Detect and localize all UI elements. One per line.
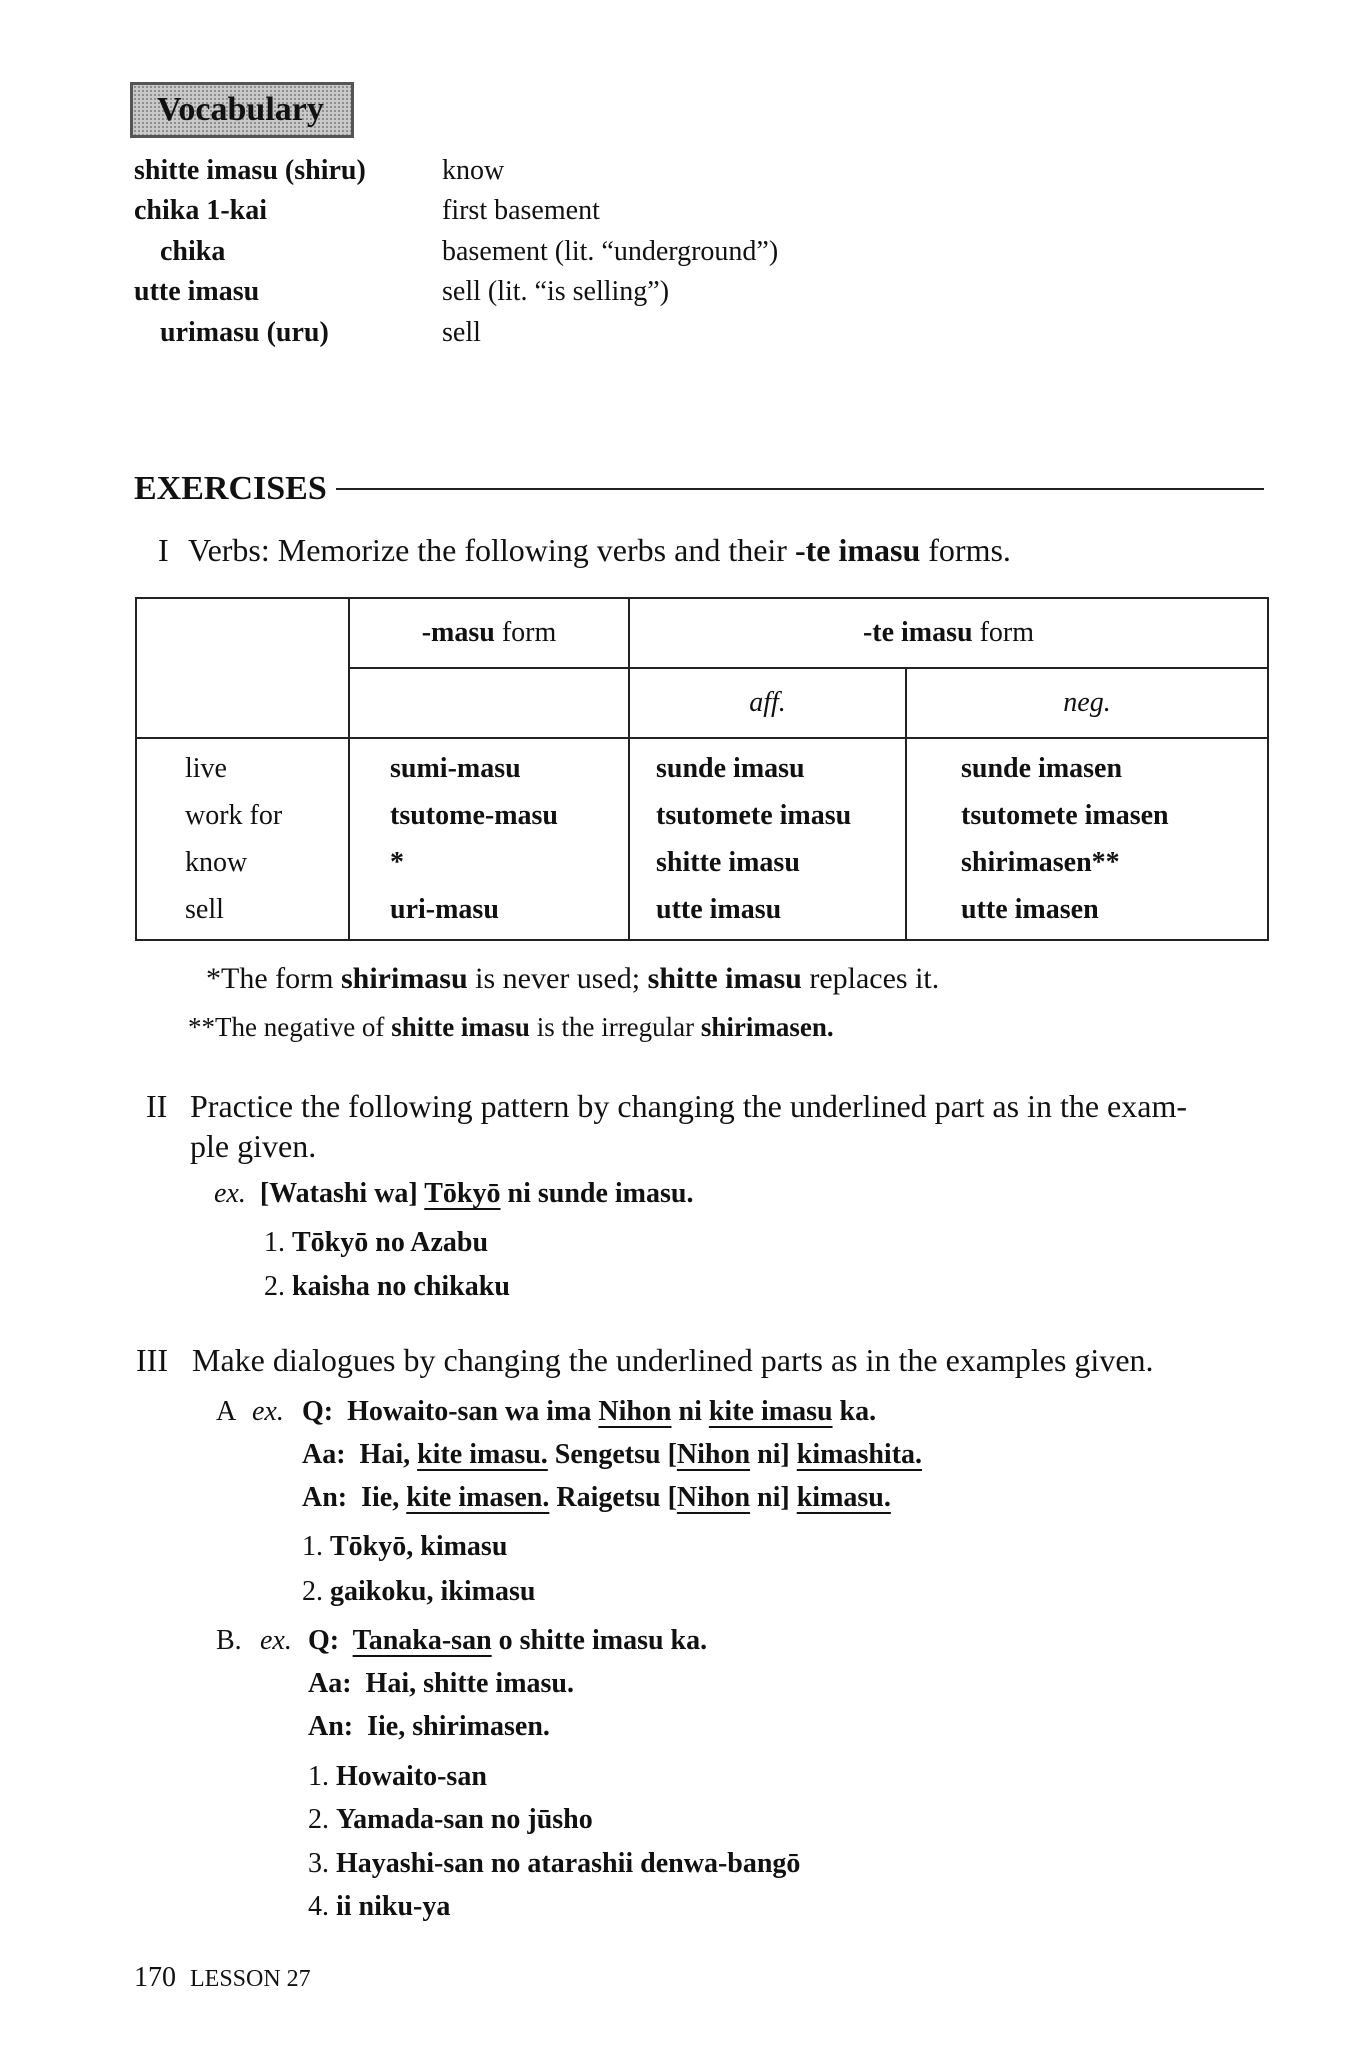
table-cell: tsutome-masu <box>390 800 558 831</box>
table-cell: uri-masu <box>390 894 499 925</box>
table-cell: sunde imasen <box>961 753 1123 784</box>
list-item: 2. Yamada-san no jūsho <box>308 1804 593 1835</box>
part-a-answer-neg: An: Iie, kite imasen. Raigetsu [Nihon ni] kimasu. <box>302 1482 891 1513</box>
vocab-meaning: know <box>442 155 505 186</box>
masu-forms-column <box>349 738 629 940</box>
masu-subheader-empty <box>349 668 629 738</box>
part-a-question: Q: Howaito-san wa ima Nihon ni kite imasu ka. <box>302 1396 877 1427</box>
aff-forms-column <box>629 738 906 940</box>
table-cell: shitte imasu <box>656 847 800 878</box>
section-2-instruction-line1: Practice the following pattern by changing the underlined part as in the exam- <box>190 1088 1187 1124</box>
table-cell: work for <box>185 800 283 831</box>
list-item: 2. gaikoku, ikimasu <box>302 1576 536 1607</box>
vocab-meaning: sell (lit. “is selling”) <box>442 276 670 307</box>
table-cell: tsutomete imasu <box>656 800 852 831</box>
aff-header: aff. <box>629 668 906 738</box>
neg-header: neg. <box>906 668 1268 738</box>
table-cell: sell <box>185 894 224 925</box>
list-item: 2. kaisha no chikaku <box>264 1271 510 1302</box>
section-2-number: II <box>146 1088 168 1124</box>
te-imasu-form-header: -te imasu form <box>629 598 1268 668</box>
vocab-term: utte imasu <box>134 276 260 307</box>
vocab-term: shitte imasu (shiru) <box>134 155 366 186</box>
exercises-heading: EXERCISES <box>134 470 327 507</box>
part-b-question: Q: Tanaka-san o shitte imasu ka. <box>308 1625 708 1656</box>
part-a-label: A <box>216 1396 237 1427</box>
vocab-term: chika 1-kai <box>134 195 268 226</box>
section-3-instruction: Make dialogues by changing the underlined parts as in the examples given. <box>192 1342 1154 1378</box>
list-item: 3. Hayashi-san no atarashii denwa-bangō <box>308 1848 801 1879</box>
part-a-ex-label: ex. <box>252 1396 284 1427</box>
table-cell: utte imasen <box>961 894 1099 925</box>
vocab-meaning: first basement <box>442 195 600 226</box>
footnote-1: *The form shirimasu is never used; shitte imasu replaces it. <box>206 962 940 995</box>
table-cell: sumi-masu <box>390 753 521 784</box>
table-cell: sunde imasu <box>656 753 805 784</box>
table-cell: utte imasu <box>656 894 782 925</box>
section-2-instruction-line2: ple given. <box>190 1128 317 1164</box>
page-number: 170 <box>134 1962 176 1993</box>
table-cell: live <box>185 753 227 784</box>
part-a-answer-aff: Aa: Hai, kite imasu. Sengetsu [Nihon ni] kimashita. <box>302 1439 923 1470</box>
vocabulary-title-box <box>130 82 354 138</box>
list-item: 1. Tōkyō no Azabu <box>264 1227 489 1258</box>
list-item: 1. Howaito-san <box>308 1761 487 1792</box>
part-b-ex-label: ex. <box>260 1625 292 1656</box>
vocabulary-title: Vocabulary <box>157 91 324 128</box>
part-b-label: B. <box>216 1625 242 1656</box>
meanings-column <box>136 738 349 940</box>
table-cell: * <box>390 847 404 878</box>
vocab-term: urimasu (uru) <box>160 317 329 348</box>
heading-rule <box>336 488 1264 490</box>
vocab-meaning: sell <box>442 317 481 348</box>
table-corner-cell <box>136 598 349 738</box>
section-1-number: I <box>158 532 169 568</box>
list-item: 1. Tōkyō, kimasu <box>302 1531 508 1562</box>
part-b-answer-neg: An: Iie, shirimasen. <box>308 1711 550 1742</box>
table-cell: know <box>185 847 248 878</box>
list-item: 4. ii niku-ya <box>308 1891 451 1922</box>
footnote-2: **The negative of shitte imasu is the irregular shirimasen. <box>188 1012 834 1042</box>
section-3-number: III <box>136 1342 168 1378</box>
vocab-meaning: basement (lit. “underground”) <box>442 236 779 267</box>
section-1-instruction: Verbs: Memorize the following verbs and their -te imasu forms. <box>188 532 1011 568</box>
table-cell: shirimasen** <box>961 847 1120 878</box>
lesson-label: LESSON 27 <box>190 1966 311 1992</box>
part-b-answer-aff: Aa: Hai, shitte imasu. <box>308 1668 575 1699</box>
section-2-example: ex. [Watashi wa] Tōkyō ni sunde imasu. <box>214 1178 694 1209</box>
verb-table <box>135 597 1269 941</box>
page-footer <box>134 1962 311 1994</box>
table-cell: tsutomete imasen <box>961 800 1169 831</box>
neg-forms-column <box>906 738 1268 940</box>
vocab-term: chika <box>160 236 226 267</box>
masu-form-header: -masu form <box>349 598 629 668</box>
